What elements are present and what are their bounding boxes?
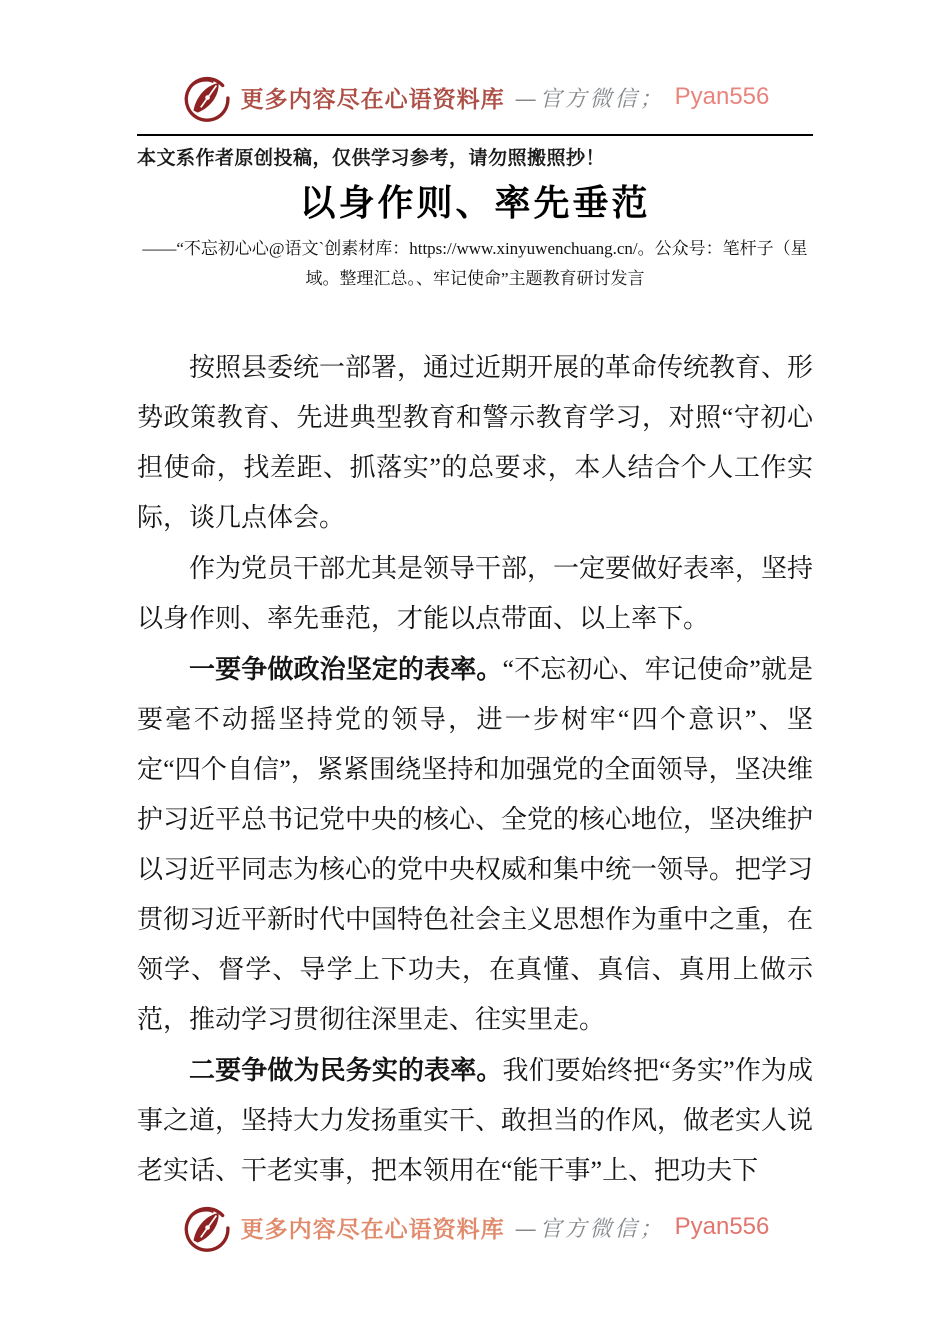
body-paragraph: [137, 543, 813, 644]
paragraph-text: 我们要始终把“务实”作为成事之道，坚持大力发扬重实干、敢担当的作风，做老实人说老实话、干老实事，把本领用在“能干事”上、把功夫下: [137, 1056, 814, 1185]
brand-separator-text: —官方微信；: [514, 1216, 665, 1242]
body-paragraph: [137, 644, 813, 1045]
brand-text: 更多内容尽在心语资料库: [240, 86, 505, 112]
header-brand-banner: [0, 0, 950, 122]
body-paragraph: [137, 1045, 813, 1196]
copyright-notice: 本文系作者原创投稿，仅供学习参考，请勿照搬照抄！: [137, 148, 606, 169]
footer-brand-banner: [0, 1202, 950, 1252]
wechat-account-id: Pyan556: [674, 83, 770, 110]
pen-logo-icon: [181, 1202, 231, 1252]
document-body: [137, 342, 813, 1196]
paragraph-text: “不忘初心、牢记使命”就是要毫不动摇坚持党的领导，进一步树牢“四个意识”、坚定“四个自信”，紧紧围绕坚持和加强党的全面领导，坚决维护习近平总书记党中央的核心、全党的核心地位，坚决维护以习近平同志为核心的党中央权威和集中统一领导。把学习贯彻习近平新时代中国特色社会主义思想作为重中之重，在领学、督学、导学上下功夫，在真懂、真信、真用上做示范，推动学习贯彻往深里走、往实里走。: [137, 655, 814, 1034]
pen-logo-icon: [181, 72, 231, 122]
paragraph-lead: 一要争做政治坚定的表率。: [189, 654, 503, 684]
document-subtitle: [137, 234, 813, 294]
brand-text: 更多内容尽在心语资料库: [240, 1216, 505, 1242]
paragraph-text: 作为党员干部尤其是领导干部，一定要做好表率，坚持以身作则、率先垂范，才能以点带面、以上率下。: [137, 554, 814, 633]
brand-separator-text: —官方微信；: [514, 86, 665, 112]
paragraph-lead: 二要争做为民务实的表率。: [189, 1055, 503, 1085]
wechat-account-id: Pyan556: [674, 1213, 770, 1240]
subtitle-line-1: ——“不忘初心心@语文`创素材库：https://www.xinyuwenchuang.cn/。公众号：笔杆子（星: [142, 239, 808, 258]
header-divider: [137, 134, 813, 136]
paragraph-text: 按照县委统一部署，通过近期开展的革命传统教育、形势政策教育、先进典型教育和警示教育学习，对照“守初心担使命，找差距、抓落实”的总要求，本人结合个人工作实际，谈几点体会。: [137, 353, 814, 532]
subtitle-line-2: 域。整理汇总。、牢记使命”主题教育研讨发言: [305, 269, 645, 288]
body-paragraph: [137, 342, 813, 543]
document-title: 以身作则、率先垂范: [299, 183, 651, 223]
